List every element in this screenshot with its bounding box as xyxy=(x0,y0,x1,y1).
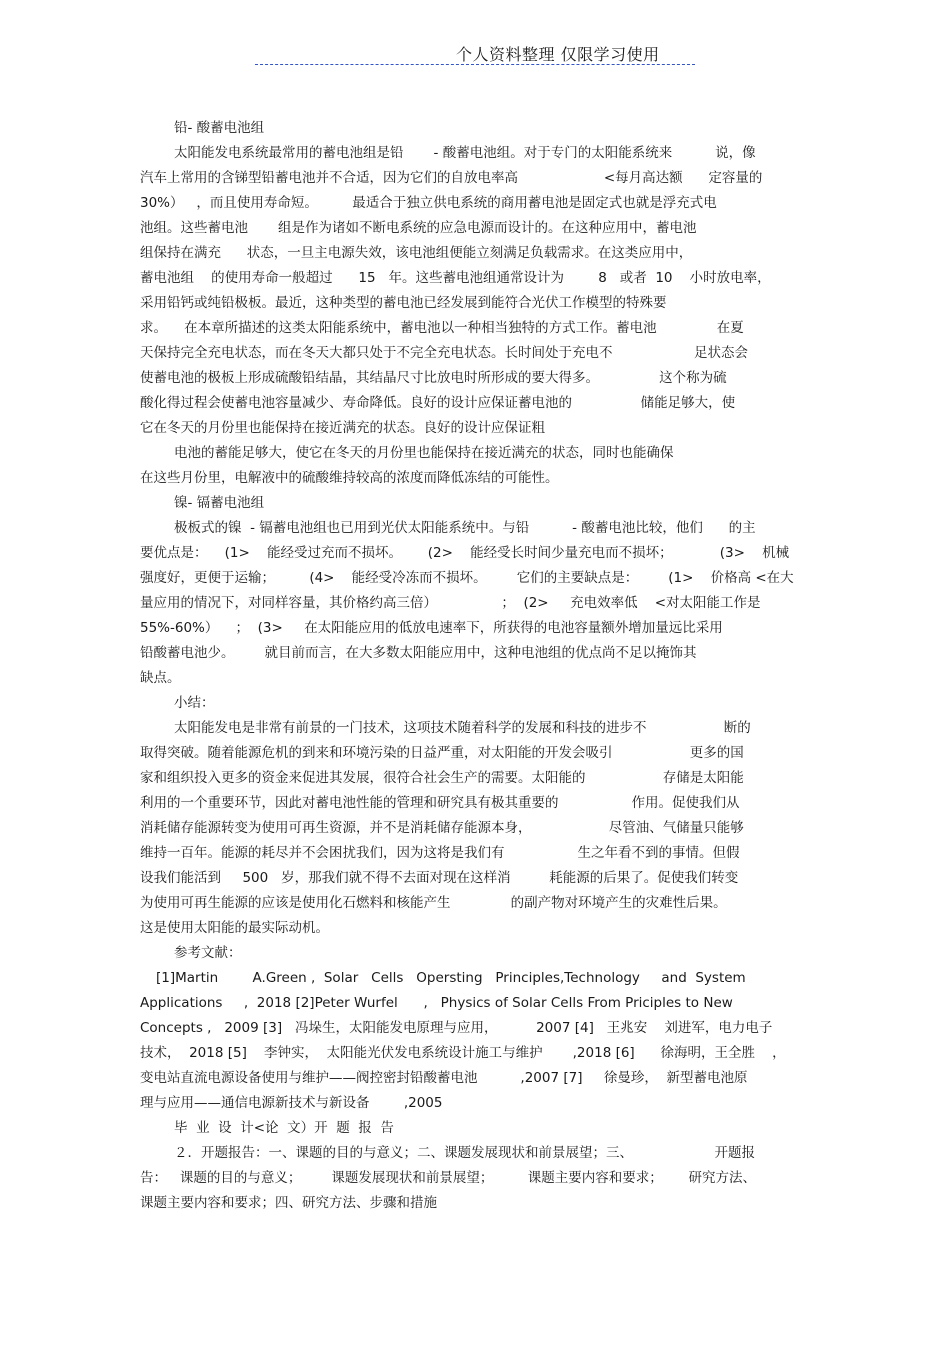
text-line: 要优点是： (1> 能经受过充而不损坏。 (2> 能经受长时间少量充电而不损坏； (3> 机械 xyxy=(140,545,790,561)
text-line: 太阳能发电系统最常用的蓄电池组是铅 - 酸蓄电池组。对于专门的太阳能系统来 说，像 xyxy=(174,145,756,161)
text-line: 取得突破。随着能源危机的到来和环境污染的日益严重，对太阳能的开发会吸引 更多的国 xyxy=(140,745,744,761)
text-line: 使蓄电池的极板上形成硫酸铅结晶，其结晶尺寸比放电时所形成的要大得多。 这个称为硫 xyxy=(140,370,727,386)
text-line: 毕 业 设 计<论 文）开 题 报 告 xyxy=(174,1120,394,1136)
text-line: 这是使用太阳能的最实际动机。 xyxy=(140,920,329,936)
text-line: 课题主要内容和要求；四、研究方法、步骤和措施 xyxy=(140,1195,437,1211)
text-line: 家和组织投入更多的资金来促进其发展，很符合社会生产的需要。太阳能的 存储是太阳能 xyxy=(140,770,744,786)
text-line: 利用的一个重要环节，因此对蓄电池性能的管理和研究具有极其重要的 作用。促使我们从 xyxy=(140,795,740,811)
text-line: 为使用可再生能源的应该是使用化石燃料和核能产生 的副产物对环境产生的灾难性后果。 xyxy=(140,895,727,911)
text-line: 池组。这些蓄电池 组是作为诸如不断电系统的应急电源而设计的。在这种应用中，蓄电池 xyxy=(140,220,697,236)
document-body xyxy=(140,116,810,1216)
text-line: 消耗储存能源转变为使用可再生资源，并不是消耗储存能源本身， 尽管油、气储量只能够 xyxy=(140,820,744,836)
page-header-title: 个人资料整理 仅限学习使用 xyxy=(456,45,660,64)
text-line: 太阳能发电是非常有前景的一门技术，这项技术随着科学的发展和科技的进步不 断的 xyxy=(174,720,751,736)
text-line: ２．开题报告：一、课题的目的与意义；二、课题发展现状和前景展望；三、 开题报 xyxy=(174,1145,756,1161)
text-line: Concepts , 2009 [3] 冯垛生，太阳能发电原理与应用， 2007 [4] 王兆安 刘进军，电力电子 xyxy=(140,1020,773,1036)
text-line: 变电站直流电源设备使用与维护——阀控密封铅酸蓄电池 ,2007 [7] 徐曼珍， 新型蓄电池原 xyxy=(140,1070,748,1086)
text-line: 小结： xyxy=(174,695,215,711)
text-line: 采用铅钙或纯铅极板。最近，这种类型的蓄电池已经发展到能符合光伏工作模型的特殊要 xyxy=(140,295,667,311)
text-line: 铅- 酸蓄电池组 xyxy=(174,120,265,136)
text-line: 理与应用——通信电源新技术与新设备 ,2005 xyxy=(140,1095,443,1111)
text-line: Applications , 2018 [2]Peter Wurfel , Physics of Solar Cells From Priciples to New xyxy=(140,995,733,1011)
text-line: 维持一百年。能源的耗尽并不会困扰我们，因为这将是我们有 生之年看不到的事情。但假 xyxy=(140,845,740,861)
text-line: 技术， 2018 [5] 李钟实， 太阳能光伏发电系统设计施工与维护 ,2018 [6] 徐海明，王全胜 ， xyxy=(140,1045,786,1061)
text-line: 设我们能活到 500 岁，那我们就不得不去面对现在这样消 耗能源的后果了。促使我们转变 xyxy=(140,870,739,886)
text-line: 量应用的情况下，对同样容量，其价格约高三倍） ； (2> 充电效率低 <对太阳能工作是 xyxy=(140,595,761,611)
text-line: [1]Martin A.Green , Solar Cells Opersting Principles,Technology and System xyxy=(156,970,746,986)
text-line: 组保持在满充 状态，一旦主电源失效，该电池组便能立刻满足负载需求。在这类应用中， xyxy=(140,245,693,261)
text-line: 55%-60%） ； (3> 在太阳能应用的低放电速率下，所获得的电池容量额外增加量远比采用 xyxy=(140,620,723,636)
text-line: 极板式的镍 - 镉蓄电池组也已用到光伏太阳能系统中。与铅 - 酸蓄电池比较，他们 的主 xyxy=(174,520,756,536)
text-line: 镍- 镉蓄电池组 xyxy=(174,495,265,511)
text-line: 缺点。 xyxy=(140,670,181,686)
text-line: 参考文献： xyxy=(174,945,242,961)
text-line: 汽车上常用的含锑型铅蓄电池并不合适，因为它们的自放电率高 <每月高达额 定容量的 xyxy=(140,170,763,186)
header-dashed-rule xyxy=(255,64,695,65)
text-line: 求。 在本章所描述的这类太阳能系统中，蓄电池以一种相当独特的方式工作。蓄电池 在夏 xyxy=(140,320,744,336)
text-line: 蓄电池组 的使用寿命一般超过 15 年。这些蓄电池组通常设计为 8 或者 10 小时放电率， xyxy=(140,270,771,286)
text-line: 天保持完全充电状态，而在冬天大都只处于不完全充电状态。长时间处于充电不 足状态会 xyxy=(140,345,749,361)
text-line: 在这些月份里，电解液中的硫酸维持较高的浓度而降低冻结的可能性。 xyxy=(140,470,559,486)
text-line: 酸化得过程会使蓄电池容量减少、寿命降低。良好的设计应保证蓄电池的 储能足够大，使 xyxy=(140,395,736,411)
text-line: 告： 课题的目的与意义； 课题发展现状和前景展望； 课题主要内容和要求； 研究方法、 xyxy=(140,1170,756,1186)
text-line: 电池的蓄能足够大，使它在冬天的月份里也能保持在接近满充的状态，同时也能确保 xyxy=(174,445,674,461)
text-line: 强度好，更便于运输； (4> 能经受冷冻而不损坏。 它们的主要缺点是： (1> 价格高 <在大 xyxy=(140,570,794,586)
text-line: 铅酸蓄电池少。 就目前而言，在大多数太阳能应用中，这种电池组的优点尚不足以掩饰其 xyxy=(140,645,697,661)
text-line: 30%） ，而且使用寿命短。 最适合于独立供电系统的商用蓄电池是固定式也就是浮充式电 xyxy=(140,195,717,211)
text-line: 它在冬天的月份里也能保持在接近满充的状态。良好的设计应保证粗 xyxy=(140,420,545,436)
